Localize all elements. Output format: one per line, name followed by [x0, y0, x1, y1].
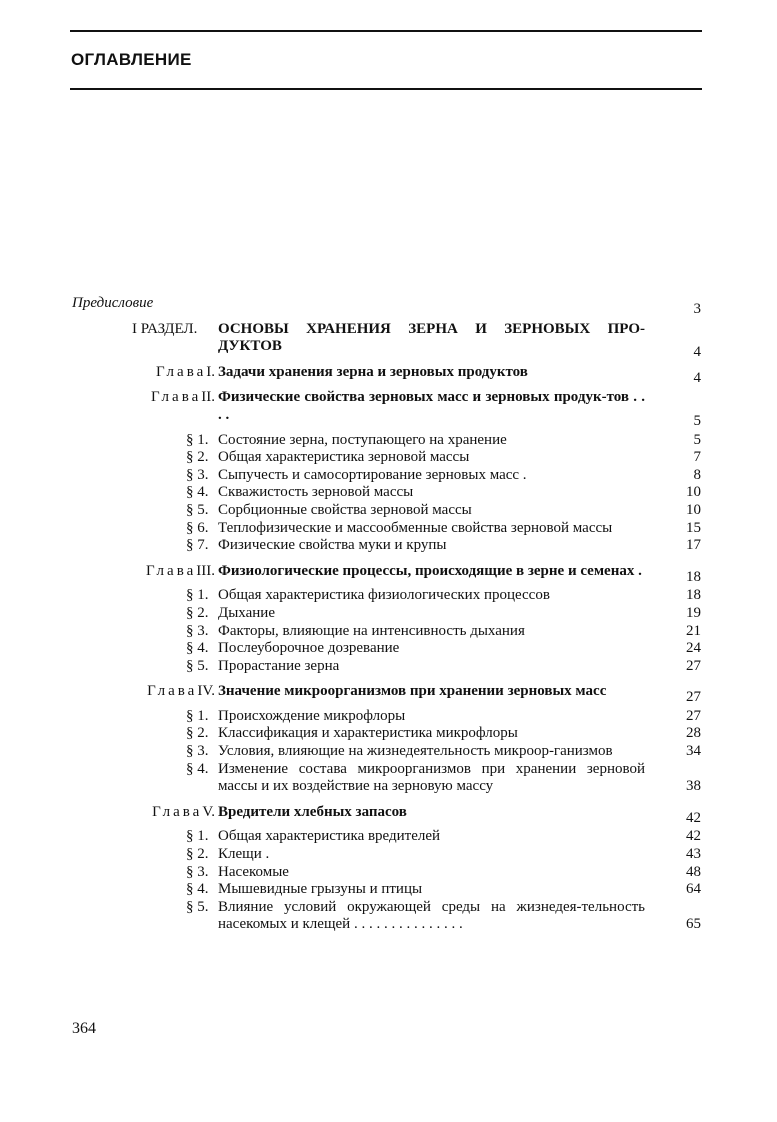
toc-entry-label: § 4.: [186, 760, 209, 777]
toc-entry-title: Насекомые: [218, 863, 289, 880]
toc-entry-section: [0, 320, 777, 361]
toc-entry-label: [156, 364, 215, 382]
toc-entry-para: [0, 449, 777, 467]
toc-entry-label: § 6.: [186, 519, 209, 536]
toc-entry-title: Изменение состава микроорганизмов при хранении зерновой массы и их воздействие на зерновую массу: [218, 760, 645, 795]
toc-entry-para: [0, 899, 777, 934]
toc-entry-chapter: [0, 683, 777, 706]
toc-entry-title: Прорастание зерна: [218, 657, 340, 674]
toc-entry-page: 27: [686, 657, 701, 674]
toc-entry-page: 48: [686, 863, 701, 880]
toc-entry-page: 38: [686, 778, 701, 795]
chapter-word: Глава: [156, 363, 207, 380]
toc-entry-para: [0, 743, 777, 761]
toc-entry-title: Клещи .: [218, 846, 270, 863]
toc-entry-label: § 2.: [186, 449, 209, 466]
toc-entry-para: [0, 587, 777, 605]
toc-entry-page: 19: [686, 604, 701, 621]
toc-entry-para: [0, 881, 777, 899]
toc-entry-chapter: [0, 389, 777, 429]
toc-entry-page: 15: [686, 519, 701, 536]
toc-entry-label: § 3.: [186, 743, 209, 760]
toc-entry-label: § 1.: [186, 828, 209, 845]
toc-entry-chapter: [0, 363, 777, 386]
toc-entry-para: [0, 761, 777, 796]
toc-entry-title: Общая характеристика зерновой массы: [218, 449, 470, 466]
toc-entry-page: 7: [693, 449, 701, 466]
toc-entry-page: 21: [686, 622, 701, 639]
toc-entry-label: [152, 804, 215, 822]
toc-entry-page: 43: [686, 846, 701, 863]
toc-entry-title: Значение микроорганизмов при хранении зерновых масс: [218, 683, 607, 700]
toc-entry-label: § 2.: [186, 725, 209, 742]
toc-entry-title: Послеуборочное дозревание: [218, 640, 400, 657]
toc-entry-para: [0, 623, 777, 641]
toc-entry-label: § 2.: [186, 604, 209, 621]
chapter-word: Глава: [152, 803, 203, 820]
heading-rule: [70, 88, 702, 90]
toc-entry-para: [0, 640, 777, 658]
toc-entry-page: 10: [686, 501, 701, 518]
toc-entry-title: Состояние зерна, поступающего на хранение: [218, 431, 507, 448]
toc-entry-page: 5: [693, 431, 701, 448]
toc-entry-label: § 5.: [186, 898, 209, 915]
toc-entry-title: Мышевидные грызуны и птицы: [218, 881, 423, 898]
toc-entry-label: I РАЗДЕЛ.: [132, 320, 198, 337]
toc-entry-page: 4: [693, 369, 701, 386]
toc-entry-title: Предисловие: [72, 295, 154, 311]
page-number: 364: [72, 1020, 96, 1037]
page-heading: ОГЛАВЛЕНИЕ: [71, 50, 192, 69]
toc-entry-para: [0, 658, 777, 676]
chapter-word: Глава: [147, 683, 198, 700]
toc-entry-chapter: [0, 803, 777, 826]
toc-entry-title: Скважистость зерновой массы: [218, 484, 414, 501]
table-of-contents: [0, 295, 777, 934]
toc-entry-title: Сорбционные свойства зерновой массы: [218, 501, 472, 518]
toc-entry-page: 27: [686, 689, 701, 706]
toc-entry-label: § 4.: [186, 881, 209, 898]
toc-entry-para: [0, 502, 777, 520]
toc-entry-label: § 4.: [186, 484, 209, 501]
toc-entry-label: § 5.: [186, 657, 209, 674]
toc-entry-para: [0, 725, 777, 743]
toc-entry-title: Общая характеристика физиологических процессов: [218, 587, 550, 604]
toc-entry-preface: [0, 295, 777, 317]
chapter-number: IV.: [197, 683, 215, 700]
toc-entry-label: § 7.: [186, 537, 209, 554]
toc-entry-para: [0, 864, 777, 882]
toc-entry-title: Классификация и характеристика микрофлоры: [218, 725, 518, 742]
toc-entry-page: 42: [686, 809, 701, 826]
toc-entry-page: 64: [686, 881, 701, 898]
toc-entry-para: [0, 846, 777, 864]
chapter-number: II.: [201, 389, 215, 406]
toc-entry-label: [151, 389, 215, 407]
toc-entry-page: 65: [686, 916, 701, 933]
toc-entry-label: § 3.: [186, 466, 209, 483]
toc-entry-chapter: [0, 562, 777, 585]
toc-entry-title: Физические свойства муки и крупы: [218, 537, 447, 554]
toc-entry-para: [0, 520, 777, 538]
toc-entry-label: § 4.: [186, 640, 209, 657]
toc-entry-label: § 1.: [186, 587, 209, 604]
toc-entry-title: Дыхание: [218, 604, 275, 621]
toc-entry-label: § 2.: [186, 846, 209, 863]
toc-entry-title: Факторы, влияющие на интенсивность дыхания: [218, 622, 525, 639]
toc-entry-page: 8: [693, 466, 701, 483]
toc-entry-title: ОСНОВЫ ХРАНЕНИЯ ЗЕРНА И ЗЕРНОВЫХ ПРО-ДУКТОВ: [218, 320, 645, 355]
toc-entry-para: [0, 432, 777, 450]
toc-entry-para: [0, 484, 777, 502]
toc-entry-page: 10: [686, 484, 701, 501]
toc-entry-label: § 5.: [186, 501, 209, 518]
chapter-word: Глава: [146, 562, 197, 579]
toc-entry-para: [0, 605, 777, 623]
chapter-number: III.: [196, 562, 215, 579]
toc-entry-para: [0, 708, 777, 726]
toc-entry-page: 3: [693, 301, 701, 317]
toc-entry-title: Условия, влияющие на жизнедеятельность микроор-ганизмов: [218, 743, 613, 760]
toc-entry-page: 42: [686, 828, 701, 845]
toc-entry-title: Теплофизические и массообменные свойства зерновой массы: [218, 519, 613, 536]
toc-entry-page: 17: [686, 537, 701, 554]
top-rule: [70, 30, 702, 32]
toc-entry-label: [146, 563, 215, 581]
toc-entry-title: Физиологические процессы, происходящие в зерне и семенах .: [218, 562, 642, 579]
toc-entry-page: 28: [686, 725, 701, 742]
toc-entry-page: 34: [686, 743, 701, 760]
toc-entry-page: 27: [686, 707, 701, 724]
toc-entry-label: § 3.: [186, 622, 209, 639]
toc-entry-page: 24: [686, 640, 701, 657]
toc-entry-page: 5: [693, 412, 701, 429]
toc-entry-label: § 3.: [186, 863, 209, 880]
chapter-word: Глава: [151, 389, 202, 406]
toc-entry-title: Физические свойства зерновых масс и зерновых продук-тов . . . .: [218, 389, 645, 423]
toc-entry-label: § 1.: [186, 431, 209, 448]
toc-entry-label: [147, 683, 215, 701]
toc-entry-para: [0, 828, 777, 846]
toc-entry-title: Задачи хранения зерна и зерновых продуктов: [218, 363, 528, 380]
toc-entry-para: [0, 537, 777, 555]
toc-entry-title: Вредители хлебных запасов: [218, 803, 407, 820]
toc-entry-para: [0, 467, 777, 485]
toc-entry-title: Влияние условий окружающей среды на жизнедея-тельность насекомых и клещей . . . . . . . . . . . . . . .: [218, 898, 645, 933]
toc-entry-title: Общая характеристика вредителей: [218, 828, 441, 845]
chapter-number: I.: [206, 363, 215, 380]
chapter-number: V.: [202, 803, 215, 820]
toc-entry-title: Происхождение микрофлоры: [218, 707, 406, 724]
toc-entry-label: § 1.: [186, 707, 209, 724]
toc-entry-page: 18: [686, 587, 701, 604]
toc-entry-page: 4: [693, 344, 701, 361]
toc-entry-title: Сыпучесть и самосортирование зерновых масс .: [218, 466, 527, 483]
toc-entry-page: 18: [686, 568, 701, 585]
